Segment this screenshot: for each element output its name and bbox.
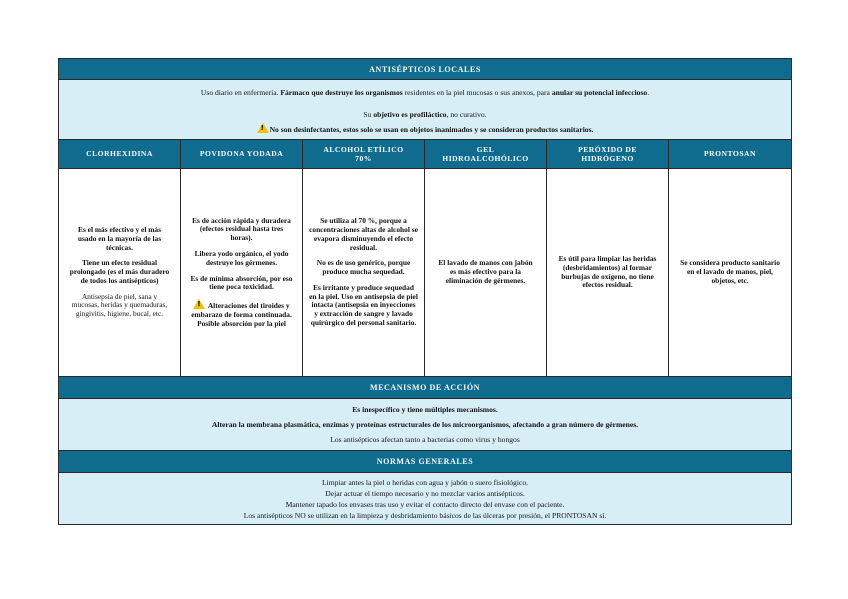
intro-text: Uso diario en enfermería. [200, 87, 281, 97]
col-header-peroxido [547, 140, 669, 169]
main-title: ANTISÉPTICOS LOCALES [59, 59, 792, 80]
alcohol-text: Se utiliza al 70 %, porque a concentraciones altas de alcohol se evapora disminuyendo el efecto residual. [309, 216, 418, 252]
povidona-cell [181, 169, 303, 377]
alcohol-text: No es de uso genérico, porque produce mucha sequedad. [316, 258, 411, 277]
col-header-gel [425, 140, 547, 169]
clorhexidina-cell [59, 169, 181, 377]
normas-text: Dejar actuar el tiempo necesario y no mezclar varios antisépticos. [325, 488, 525, 498]
povidona-text: Es de mínima absorción, por eso tiene poca toxicidad. [190, 273, 293, 292]
intro-emphasis: anular su potencial infeccioso [551, 87, 648, 97]
intro-emphasis: objetivo es profiláctico [373, 109, 447, 119]
gel-cell [425, 169, 547, 377]
mecanismo-text: Alteran la membrana plasmática, enzimas y proteínas estructurales de los microorganismos, afectando a gran número de gérmenes. [211, 420, 639, 429]
clorhexidina-text: Antisepsia de piel, sana y mucosas, heridas y quemaduras, gingivitis, higiene, bucal, etc. [71, 291, 168, 319]
clorhexidina-text: Es el más efectivo y el más usado en la mayoría de las técnicas. [77, 224, 162, 252]
povidona-warning [188, 299, 295, 328]
intro-warning-text: No son desinfectantes, estos solo se usan en objetos inanimados y se consideran productos sanitarios. [269, 124, 594, 134]
povidona-text: Es de acción rápida y duradera (efectos residual hasta tres horas). [192, 215, 291, 243]
mecanismo-text: Los antisépticos afectan tanto a bacterias como virus y hongos [330, 435, 520, 444]
normas-title: NORMAS GENERALES [59, 451, 792, 473]
peroxido-cell [547, 169, 669, 377]
col-header-line: PERÓXIDO DE [578, 144, 637, 154]
alcohol-cell [303, 169, 425, 377]
col-header-line: HIDROALCOHÓLICO [442, 154, 529, 163]
intro-emphasis: Fármaco que destruye los organismos [280, 87, 403, 97]
mecanismo-title: MECANISMO DE ACCIÓN [59, 377, 792, 399]
povidona-text: Libera yodo orgánico, el yodo destruye los gérmenes. [194, 248, 289, 267]
warning-icon [257, 123, 269, 133]
mecanismo-block [59, 399, 792, 451]
intro-line-3 [59, 123, 791, 135]
col-header-clorhexidina: CLORHEXIDINA [59, 140, 181, 169]
normas-block [59, 473, 792, 525]
gel-text: El lavado de manos con jabón es más efectivo para la eliminación de gérmenes. [438, 258, 533, 285]
col-header-line: HIDRÓGENO [581, 154, 634, 163]
normas-text: Los antisépticos NO se utilizan en la limpieza y desbridamiento básicos de las úlceras por presión, el PRONTOSAN sí. [243, 510, 607, 520]
col-header-povidona: POVIDONA YODADA [181, 140, 303, 169]
intro-line-1 [59, 87, 791, 98]
col-header-line: 70% [355, 154, 372, 163]
col-header-line: ALCOHOL ETÍLICO [323, 144, 404, 154]
intro-text: , no curativo. [446, 109, 487, 119]
povidona-text: Alteraciones del tiroides y embarazo de forma continuada. Posible absorción por la piel [191, 301, 292, 328]
prontosan-text: Se considera producto sanitario en el lavado de manos, piel, objetos, etc. [680, 258, 780, 285]
col-header-line: GEL [476, 144, 495, 154]
intro-line-2 [59, 109, 791, 120]
col-header-alcohol [303, 140, 425, 169]
mecanismo-text: Es inespecífico y tiene múltiples mecanismos. [352, 405, 498, 414]
intro-text: Su [363, 109, 374, 119]
alcohol-text: Es irritante y produce sequedad en la piel. Uso en antisepsia de piel intacta (antisepsia en inyecciones y extracción de sangre y lavado quirúrgico del personal sanitario. [309, 282, 418, 328]
intro-block [59, 80, 792, 140]
warning-icon [193, 299, 205, 309]
antisepticos-table [58, 58, 792, 525]
peroxido-text: Es útil para limpiar las heridas (desbridamientos) al formar burbujas de oxígeno, no tiene efectos residual. [558, 253, 657, 290]
clorhexidina-text: Tiene un efecto residual prolongado (es el más duradero de todos los antisépticos) [69, 258, 170, 285]
intro-text: residentes en la piel mucosas o sus anexos, para [402, 87, 552, 97]
prontosan-cell [669, 169, 792, 377]
normas-text: Mantener tapado los envases tras uso y evitar el contacto directo del envase con el paciente. [285, 499, 565, 509]
normas-text: Limpiar antes la piel o heridas con agua y jabón o suero fisiológico. [322, 477, 529, 487]
col-header-prontosan: PRONTOSAN [669, 140, 792, 169]
intro-text: . [647, 87, 650, 97]
